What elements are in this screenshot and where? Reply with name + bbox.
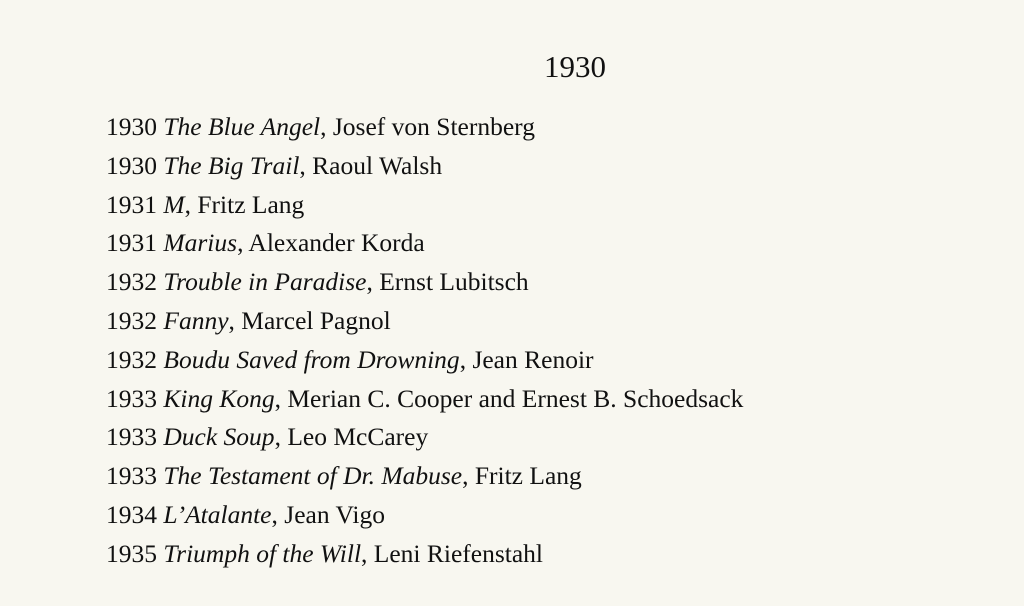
film-director: Fritz Lang xyxy=(197,189,305,219)
film-year: 1933 xyxy=(106,422,157,452)
film-year: 1934 xyxy=(106,499,157,529)
film-director: Marcel Pagnol xyxy=(241,305,391,335)
film-list-item: 1931 M, Fritz Lang xyxy=(106,189,305,219)
film-director: Fritz Lang xyxy=(474,461,582,491)
film-title: Duck Soup xyxy=(163,422,275,452)
film-list-item: 1932 Trouble in Paradise, Ernst Lubitsch xyxy=(106,267,529,297)
film-director: Josef von Sternberg xyxy=(332,112,535,141)
film-director: Leo McCarey xyxy=(287,422,429,452)
film-title: The Big Trail xyxy=(163,150,300,180)
film-list-item: 1930 The Big Trail, Raoul Walsh xyxy=(106,150,443,180)
film-year: 1931 xyxy=(106,189,157,219)
film-list-item: 1934 L’Atalante, Jean Vigo xyxy=(106,499,385,529)
film-title: M xyxy=(163,189,185,219)
film-list xyxy=(106,108,743,574)
film-year: 1930 xyxy=(106,150,157,180)
film-title: Triumph of the Will xyxy=(163,538,362,568)
film-director: Raoul Walsh xyxy=(312,150,443,180)
film-title: King Kong xyxy=(163,383,275,413)
film-title: Trouble in Paradise xyxy=(163,267,367,297)
film-year: 1930 xyxy=(106,112,157,141)
film-title: The Testament of Dr. Mabuse xyxy=(163,461,463,491)
film-list-item: 1932 Fanny, Marcel Pagnol xyxy=(106,305,391,335)
film-director: Merian C. Cooper and Ernest B. Schoedsack xyxy=(287,383,744,413)
page-title: 1930 xyxy=(544,48,606,84)
film-list-item: 1931 Marius, Alexander Korda xyxy=(106,228,425,258)
film-list-item: 1933 The Testament of Dr. Mabuse, Fritz Lang xyxy=(106,461,582,491)
film-title: Boudu Saved from Drowning xyxy=(163,344,460,374)
film-year: 1933 xyxy=(106,461,157,491)
film-title: Marius xyxy=(163,228,238,258)
film-year: 1932 xyxy=(106,344,157,374)
film-list-item: 1935 Triumph of the Will, Leni Riefenstahl xyxy=(106,538,544,568)
film-year: 1931 xyxy=(106,228,157,258)
film-director: Leni Riefenstahl xyxy=(373,538,544,568)
film-list-item: 1930 The Blue Angel, Josef von Sternberg xyxy=(106,112,535,141)
film-title: L’Atalante xyxy=(163,499,272,529)
film-director: Alexander Korda xyxy=(248,228,425,258)
film-title: The Blue Angel xyxy=(163,112,321,141)
film-year: 1932 xyxy=(106,267,157,297)
film-year: 1933 xyxy=(106,383,157,413)
film-director: Ernst Lubitsch xyxy=(379,267,529,297)
film-director: Jean Vigo xyxy=(284,499,385,529)
film-list-item: 1933 King Kong, Merian C. Cooper and Ernest B. Schoedsack xyxy=(106,383,744,413)
film-year: 1932 xyxy=(106,305,157,335)
film-list-item: 1932 Boudu Saved from Drowning, Jean Renoir xyxy=(106,344,594,374)
film-director: Jean Renoir xyxy=(472,344,594,374)
film-year: 1935 xyxy=(106,538,157,568)
film-title: Fanny xyxy=(163,305,229,335)
film-list-item: 1933 Duck Soup, Leo McCarey xyxy=(106,422,429,452)
